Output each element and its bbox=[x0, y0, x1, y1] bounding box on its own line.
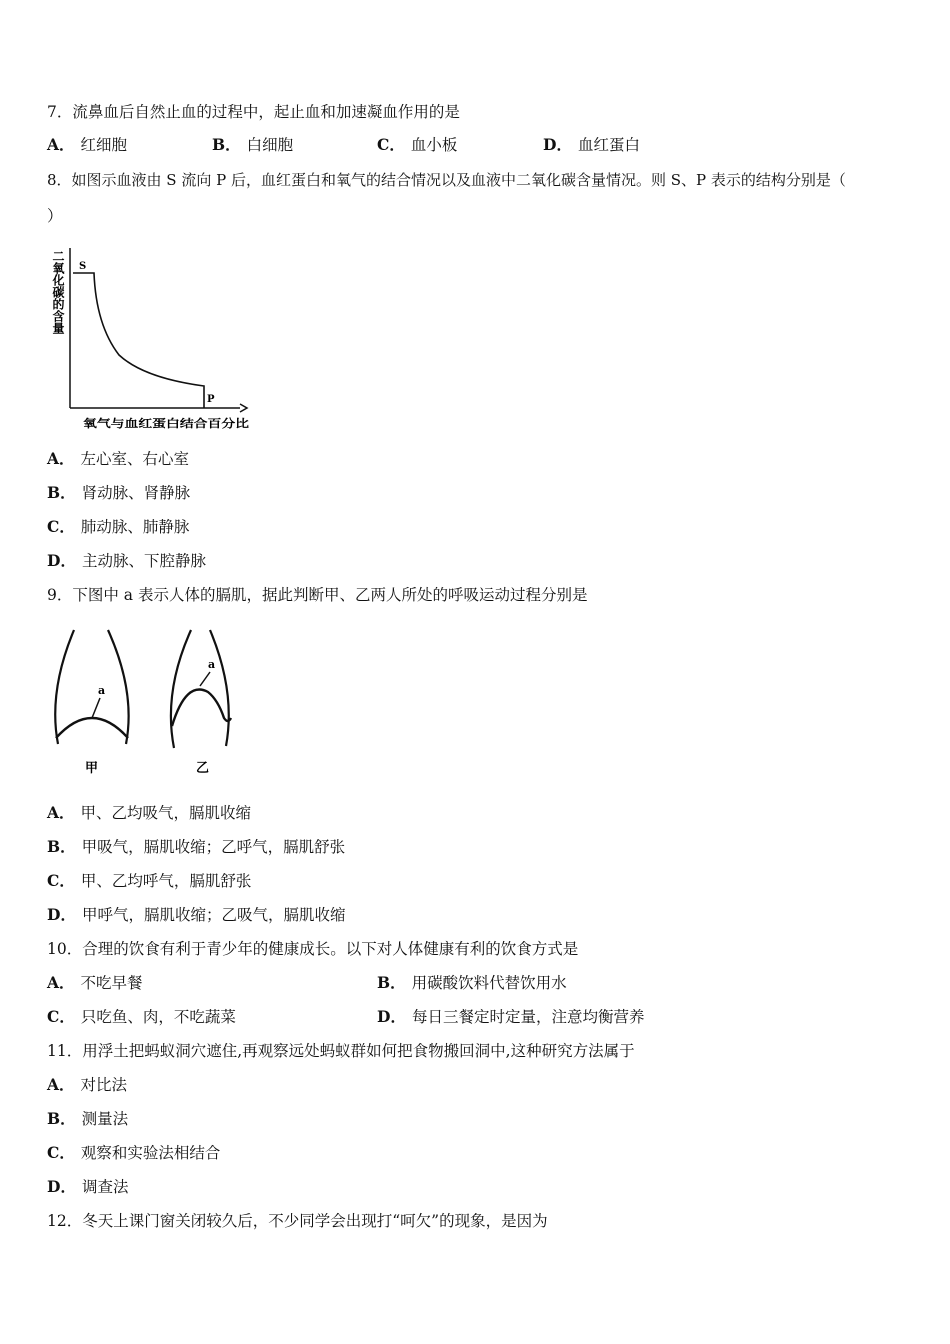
q9-option-b[interactable]: B． 甲吸气，膈肌收缩；乙呼气，膈肌舒张 bbox=[47, 837, 346, 856]
q11-option-c[interactable]: C． 观察和实验法相结合 bbox=[47, 1143, 221, 1162]
q11-stem: 11．用浮土把蚂蚁洞穴遮住,再观察远处蚂蚁群如何把食物搬回洞中,这种研究方法属于 bbox=[47, 1042, 635, 1060]
q8-point-s: S bbox=[79, 261, 87, 272]
q10-option-c[interactable]: C． 只吃鱼、肉，不吃蔬菜 bbox=[47, 1007, 236, 1026]
q9-caption-yi: 乙 bbox=[196, 761, 210, 776]
q9-chest-jia bbox=[55, 630, 128, 776]
q9-diaphragm-jia bbox=[56, 718, 128, 738]
q8-option-a[interactable]: A． 左心室、右心室 bbox=[47, 449, 190, 468]
q8-stem-line1: 8．如图示血液由 S 流向 P 后，血红蛋白和氧气的结合情况以及血液中二氧化碳含量情况。则 S、P 表示的结构分别是（ bbox=[47, 171, 846, 189]
q8-point-p: P bbox=[207, 394, 215, 405]
q9-diaphragm-yi bbox=[172, 690, 231, 726]
q8-co2-curve bbox=[73, 273, 204, 408]
q10-option-b[interactable]: B． 用碳酸饮料代替饮用水 bbox=[377, 973, 567, 992]
q9-diaphragm-figure bbox=[48, 622, 243, 782]
q9-caption-jia: 甲 bbox=[85, 761, 99, 776]
q10-option-d[interactable]: D． 每日三餐定时定量，注意均衡营养 bbox=[377, 1007, 645, 1026]
q11-option-d[interactable]: D． 调查法 bbox=[47, 1177, 129, 1196]
q9-option-c[interactable]: C． 甲、乙均呼气，膈肌舒张 bbox=[47, 871, 252, 890]
q7-stem: 7．流鼻血后自然止血的过程中，起止血和加速凝血作用的是 bbox=[47, 103, 460, 121]
q11-option-a[interactable]: A． 对比法 bbox=[47, 1075, 128, 1094]
q9-marker-a-yi: a bbox=[208, 658, 216, 671]
q7-option-d[interactable]: D． 血红蛋白 bbox=[543, 135, 640, 154]
q8-option-c[interactable]: C． 肺动脉、肺静脉 bbox=[47, 517, 190, 536]
q7-option-b[interactable]: B． 白细胞 bbox=[212, 135, 294, 154]
q9-chest-yi bbox=[171, 630, 231, 776]
q8-x-axis-label: 氧气与血红蛋白结合百分比 bbox=[83, 417, 215, 430]
q8-x-axis-arrow bbox=[240, 404, 247, 412]
q12-stem: 12．冬天上课门窗关闭较久后，不少同学会出现打“呵欠”的现象，是因为 bbox=[47, 1212, 548, 1230]
q9-option-a[interactable]: A． 甲、乙均吸气，膈肌收缩 bbox=[47, 803, 252, 822]
q8-option-b[interactable]: B． 肾动脉、肾静脉 bbox=[47, 483, 191, 502]
q9-stem: 9．下图中 a 表示人体的膈肌，据此判断甲、乙两人所处的呼吸运动过程分别是 bbox=[47, 586, 588, 604]
q7-option-c[interactable]: C． 血小板 bbox=[377, 135, 458, 154]
q8-y-axis-label: 二氧化碳的含量 bbox=[51, 250, 65, 334]
q9-marker-a-jia: a bbox=[98, 684, 106, 697]
q8-option-d[interactable]: D． 主动脉、下腔静脉 bbox=[47, 551, 206, 570]
q10-option-a[interactable]: A． 不吃早餐 bbox=[47, 973, 143, 992]
q11-option-b[interactable]: B． 测量法 bbox=[47, 1109, 129, 1128]
q8-co2-graph bbox=[44, 240, 259, 435]
q9-option-d[interactable]: D． 甲呼气，膈肌收缩；乙吸气，膈肌收缩 bbox=[47, 905, 346, 924]
q8-stem-line2: ） bbox=[47, 207, 63, 225]
q10-stem: 10．合理的饮食有利于青少年的健康成长。以下对人体健康有利的饮食方式是 bbox=[47, 940, 579, 958]
q7-option-a[interactable]: A． 红细胞 bbox=[47, 135, 128, 154]
